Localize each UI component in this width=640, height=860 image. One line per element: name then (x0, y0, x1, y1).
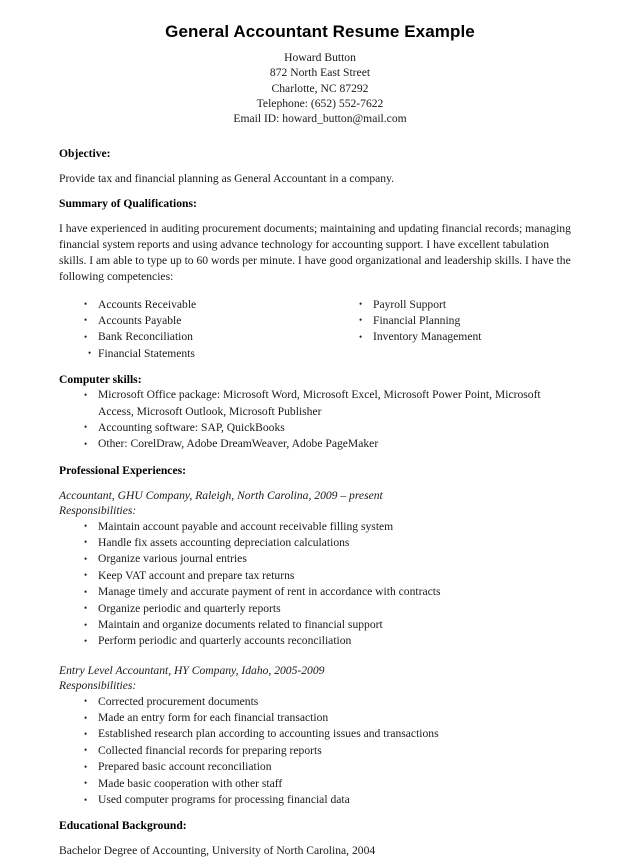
competencies-right-list (348, 297, 578, 346)
responsibilities-label-1: Responsibilities: (59, 504, 137, 518)
computer-skills-list (59, 387, 578, 453)
list-item: • Financial Statements (59, 346, 348, 362)
resume-body (0, 147, 640, 859)
objective-text: Provide tax and financial planning as General Accountant in a company. (59, 172, 395, 186)
list-item: • Accounts Receivable (59, 297, 348, 313)
list-item: • Maintain account payable and account receivable filling system (59, 519, 578, 535)
list-item: • Maintain and organize documents related to financial support (59, 617, 578, 633)
page-title: General Accountant Resume Example (165, 22, 475, 41)
list-item: • Corrected procurement documents (59, 694, 578, 710)
contact-telephone: Telephone: (652) 552-7622 (256, 96, 384, 110)
list-item: • Accounts Payable (59, 313, 348, 329)
contact-email: Email ID: howard_button@mail.com (233, 112, 407, 126)
list-item: • Prepared basic account reconciliation (59, 759, 578, 775)
competencies-right-column (348, 297, 578, 346)
list-item: • Microsoft Office package: Microsoft Word, Microsoft Excel, Microsoft Power Point, Microsoft Access, Microsoft Outlook, Microsoft Publisher (59, 387, 578, 420)
contact-street: 872 North East Street (269, 66, 371, 80)
contact-name: Howard Button (284, 51, 356, 64)
list-item: • Accounting software: SAP, QuickBooks (59, 420, 578, 436)
section-heading-computer-skills: Computer skills: (59, 373, 142, 387)
list-item: • Used computer programs for processing financial data (59, 792, 578, 808)
list-item: • Other: CorelDraw, Adobe DreamWeaver, Adobe PageMaker (59, 436, 578, 452)
competencies-left-column (59, 297, 348, 363)
responsibilities-list-2 (59, 694, 578, 809)
list-item: • Established research plan according to accounting issues and transactions (59, 726, 578, 742)
list-item: • Collected financial records for preparing reports (59, 743, 578, 759)
section-heading-objective: Objective: (59, 147, 111, 161)
list-item: • Organize various journal entries (59, 551, 578, 567)
section-heading-educational-background: Educational Background: (59, 819, 187, 833)
section-heading-summary: Summary of Qualifications: (59, 196, 197, 210)
list-item: • Financial Planning (348, 313, 578, 329)
list-item: • Made basic cooperation with other staff (59, 776, 578, 792)
list-item: • Inventory Management (348, 329, 578, 345)
section-heading-professional-experiences: Professional Experiences: (59, 463, 186, 477)
job-title-line-2: Entry Level Accountant, HY Company, Idaho, 2005-2009 (59, 663, 325, 677)
competencies-columns (59, 297, 578, 363)
competencies-left-list (59, 297, 348, 363)
list-item: • Bank Reconciliation (59, 329, 348, 345)
list-item: • Handle fix assets accounting depreciation calculations (59, 535, 578, 551)
list-item: • Organize periodic and quarterly reports (59, 601, 578, 617)
list-item: • Payroll Support (348, 297, 578, 313)
educational-background-text: Bachelor Degree of Accounting, University of North Carolina, 2004 (59, 844, 376, 858)
summary-text: I have experienced in auditing procurement documents; maintaining and updating financial records; managing financial system reports and using advance technology for accounting support. I have excellent tabulation skills. I am able to type up to 60 words per minute. I have good organizational and leadership skills. I have the following competencies: (59, 221, 571, 284)
contact-block (0, 42, 640, 126)
responsibilities-label-2: Responsibilities: (59, 679, 137, 693)
list-item: • Made an entry form for each financial transaction (59, 710, 578, 726)
job-title-line-1: Accountant, GHU Company, Raleigh, North Carolina, 2009 – present (59, 488, 383, 502)
responsibilities-list-1 (59, 519, 578, 650)
list-item: • Manage timely and accurate payment of rent in accordance with contracts (59, 584, 578, 600)
contact-city: Charlotte, NC 87292 (271, 81, 369, 95)
list-item: • Perform periodic and quarterly accounts reconciliation (59, 633, 578, 649)
list-item: • Keep VAT account and prepare tax returns (59, 568, 578, 584)
